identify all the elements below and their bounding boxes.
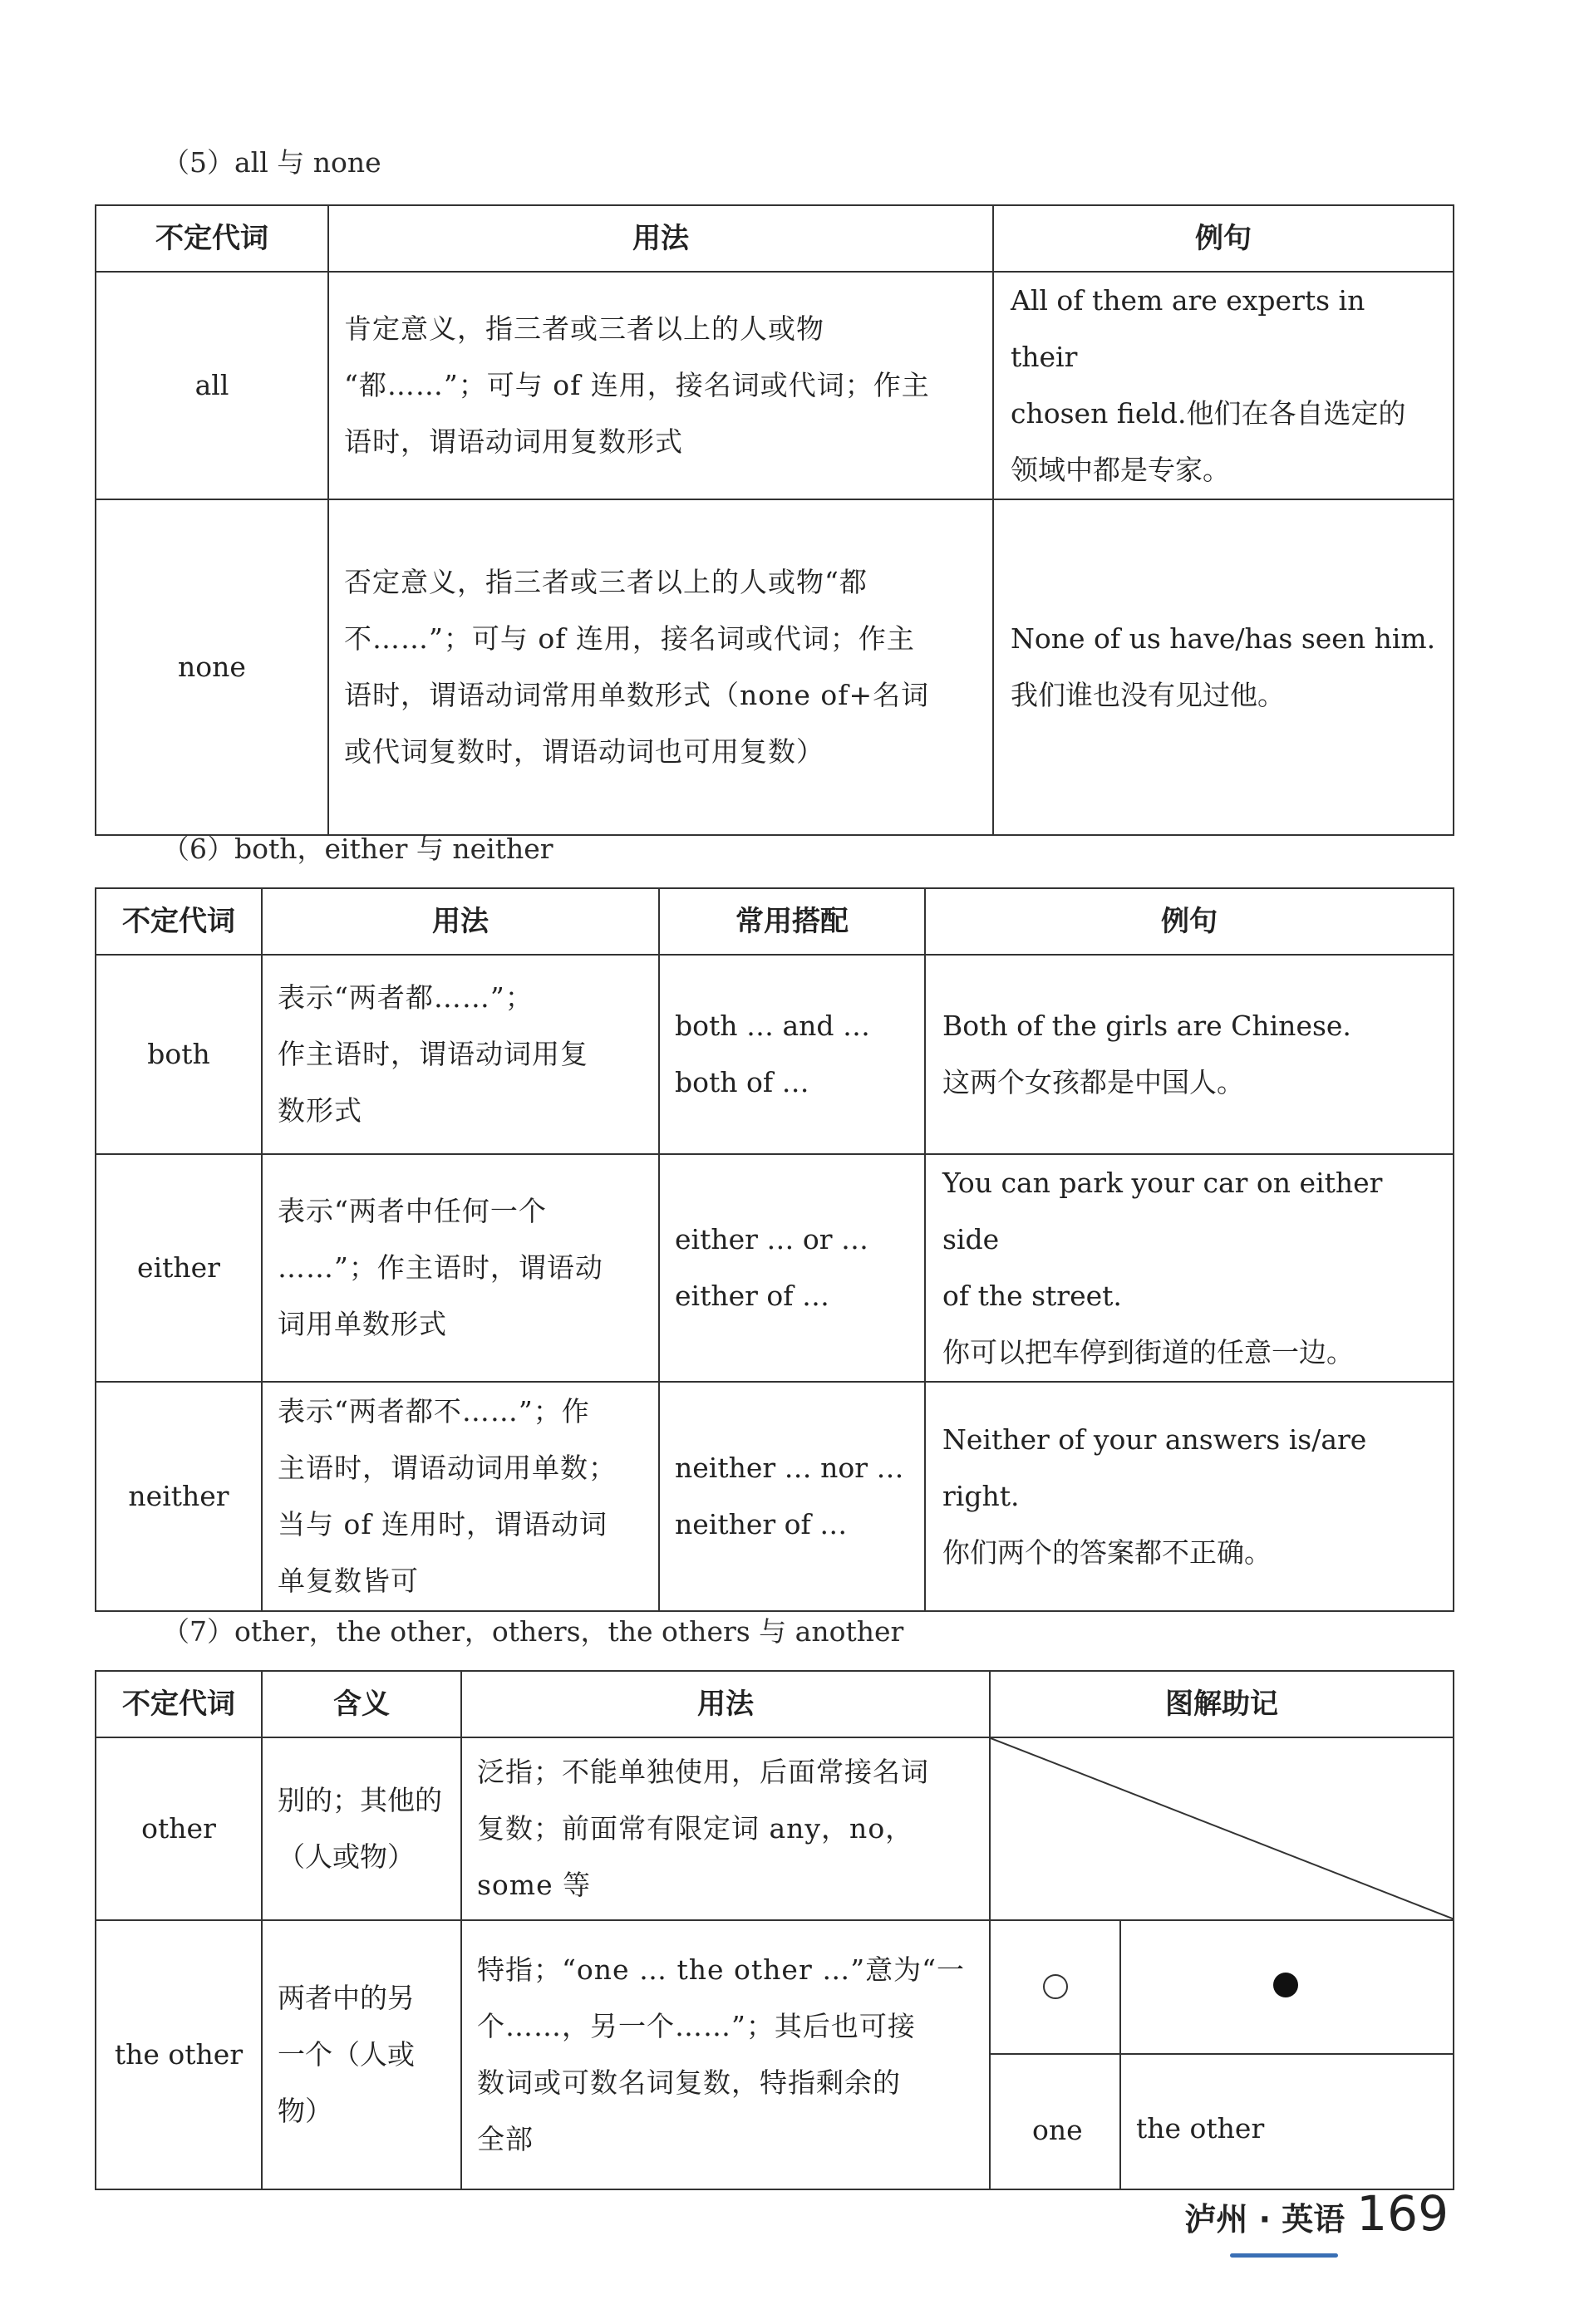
header-pronoun: 不定代词 xyxy=(96,888,262,955)
pronoun-cell: all xyxy=(96,272,328,499)
collocation-cell xyxy=(659,955,925,1154)
usage-line: 特指；“one … the other …”意为“一 xyxy=(477,1953,965,1986)
table-all-none xyxy=(95,204,1454,836)
header-example: 例句 xyxy=(925,888,1454,955)
usage-line: 作主语时，谓语动词用复 xyxy=(278,1038,588,1070)
section-7-title: （7）other，the other，others，the others 与 another xyxy=(162,1615,904,1648)
table-other xyxy=(95,1670,1454,2190)
usage-line: 主语时，谓语动词用单数； xyxy=(278,1452,617,1484)
example-line: All of them are experts in their xyxy=(1011,284,1365,373)
meaning-line: （人或物） xyxy=(278,1840,415,1873)
meaning-line: 一个（人或 xyxy=(278,2038,415,2071)
usage-cell xyxy=(262,955,659,1154)
usage-line: 数形式 xyxy=(278,1094,362,1127)
header-meaning: 含义 xyxy=(262,1671,461,1737)
header-collocation: 常用搭配 xyxy=(659,888,925,955)
footer-brand: 泸州 · 英语 xyxy=(1184,2201,1346,2238)
diagram-the-other-cell xyxy=(990,1920,1454,2189)
section-5-title: （5）all 与 none xyxy=(162,146,381,179)
meaning-line: 两者中的另 xyxy=(278,1982,415,2014)
collocation-line: both … and … xyxy=(675,1010,871,1042)
example-cell xyxy=(925,1154,1454,1382)
example-line: 你可以把车停到街道的任意一边。 xyxy=(942,1336,1354,1368)
header-pronoun: 不定代词 xyxy=(96,1671,262,1737)
example-line: 领域中都是专家。 xyxy=(1011,454,1230,486)
footer-accent-bar xyxy=(1230,2253,1338,2258)
meaning-line: 物） xyxy=(278,2095,332,2127)
usage-line: 泛指；不能单独使用，后面常接名词 xyxy=(477,1756,929,1788)
pronoun-cell: both xyxy=(96,955,262,1154)
usage-line: 表示“两者都……”； xyxy=(278,981,534,1014)
usage-line: 或代词复数时，谓语动词也可用复数） xyxy=(344,735,824,768)
filled-circle-icon xyxy=(1273,1973,1298,1997)
example-line: 这两个女孩都是中国人。 xyxy=(942,1066,1244,1098)
collocation-line: neither of … xyxy=(675,1508,848,1540)
usage-line: 数词或可数名词复数，特指剩余的 xyxy=(477,2066,901,2099)
usage-line: 单复数皆可 xyxy=(278,1565,419,1597)
usage-line: 当与 of 连用时，谓语动词 xyxy=(278,1508,608,1540)
page-footer xyxy=(1184,2185,1449,2242)
usage-line: 语时，谓语动词用复数形式 xyxy=(344,425,683,458)
usage-line: 语时，谓语动词常用单数形式（none of+名词 xyxy=(344,679,930,711)
pronoun-cell: none xyxy=(96,499,328,835)
header-usage: 用法 xyxy=(461,1671,990,1737)
pronoun-cell: either xyxy=(96,1154,262,1382)
table-row-both xyxy=(96,955,1454,1154)
example-line: You can park your car on either side xyxy=(942,1167,1383,1255)
header-diagram: 图解助记 xyxy=(990,1671,1454,1737)
header-usage: 用法 xyxy=(262,888,659,955)
table-header-row xyxy=(96,1671,1454,1737)
table-row-other xyxy=(96,1737,1454,1920)
example-cell xyxy=(925,955,1454,1154)
example-line: chosen field.他们在各自选定的 xyxy=(1011,397,1406,430)
meaning-cell xyxy=(262,1737,461,1920)
diagonal-line xyxy=(991,1738,1454,1919)
example-cell xyxy=(925,1382,1454,1611)
usage-line: 表示“两者都不……”；作 xyxy=(278,1395,590,1427)
table-row-the-other xyxy=(96,1920,1454,2189)
pronoun-cell: the other xyxy=(96,1920,262,2189)
usage-line: 词用单数形式 xyxy=(278,1308,447,1340)
example-line: 我们谁也没有见过他。 xyxy=(1011,679,1285,711)
usage-cell xyxy=(328,272,993,499)
usage-line: 表示“两者中任何一个 xyxy=(278,1195,547,1227)
usage-line: ……”；作主语时，谓语动 xyxy=(278,1251,603,1284)
pronoun-cell: neither xyxy=(96,1382,262,1611)
usage-line: “都……”；可与 of 连用，接名词或代词；作主 xyxy=(344,369,930,401)
usage-cell xyxy=(328,499,993,835)
collocation-cell xyxy=(659,1382,925,1611)
table-header-row xyxy=(96,888,1454,955)
usage-line: 复数；前面常有限定词 any，no， xyxy=(477,1812,914,1845)
example-line: 你们两个的答案都不正确。 xyxy=(942,1536,1272,1569)
table-row-all xyxy=(96,272,1454,499)
usage-cell xyxy=(461,1737,990,1920)
example-cell xyxy=(993,272,1454,499)
example-line: Both of the girls are Chinese. xyxy=(942,1010,1351,1042)
header-usage: 用法 xyxy=(328,205,993,272)
collocation-line: either of … xyxy=(675,1280,829,1312)
table-row-either xyxy=(96,1154,1454,1382)
example-line: Neither of your answers is/are right. xyxy=(942,1423,1367,1512)
usage-line: 否定意义，指三者或三者以上的人或物“都 xyxy=(344,566,868,598)
diagram-label-the-other: the other xyxy=(1136,2112,1265,2145)
header-pronoun: 不定代词 xyxy=(96,205,328,272)
meaning-cell xyxy=(262,1920,461,2189)
usage-line: 全部 xyxy=(477,2123,534,2155)
collocation-line: neither … nor … xyxy=(675,1452,904,1484)
section-6-title: （6）both，either 与 neither xyxy=(162,833,553,865)
table-row-neither xyxy=(96,1382,1454,1611)
table-row-none xyxy=(96,499,1454,835)
collocation-line: either … or … xyxy=(675,1223,869,1255)
meaning-line: 别的；其他的 xyxy=(278,1784,442,1816)
usage-line: 肯定意义，指三者或三者以上的人或物 xyxy=(344,312,824,345)
example-line: None of us have/has seen him. xyxy=(1011,622,1436,655)
table-both-either-neither xyxy=(95,887,1454,1612)
usage-line: 不……”；可与 of 连用，接名词或代词；作主 xyxy=(344,622,915,655)
usage-line: some 等 xyxy=(477,1869,592,1901)
page-number: 169 xyxy=(1356,2185,1449,2242)
open-circle-icon xyxy=(1043,1974,1068,1999)
table-header-row xyxy=(96,205,1454,272)
usage-cell xyxy=(461,1920,990,2189)
collocation-line: both of … xyxy=(675,1066,809,1098)
pronoun-cell: other xyxy=(96,1737,262,1920)
collocation-cell xyxy=(659,1154,925,1382)
example-cell xyxy=(993,499,1454,835)
diagram-label-one: one xyxy=(1032,2114,1083,2146)
usage-line: 个……，另一个……”；其后也可接 xyxy=(477,2010,916,2042)
example-line: of the street. xyxy=(942,1280,1122,1312)
usage-cell xyxy=(262,1382,659,1611)
header-example: 例句 xyxy=(993,205,1454,272)
diagram-other-cell xyxy=(990,1737,1454,1920)
usage-cell xyxy=(262,1154,659,1382)
